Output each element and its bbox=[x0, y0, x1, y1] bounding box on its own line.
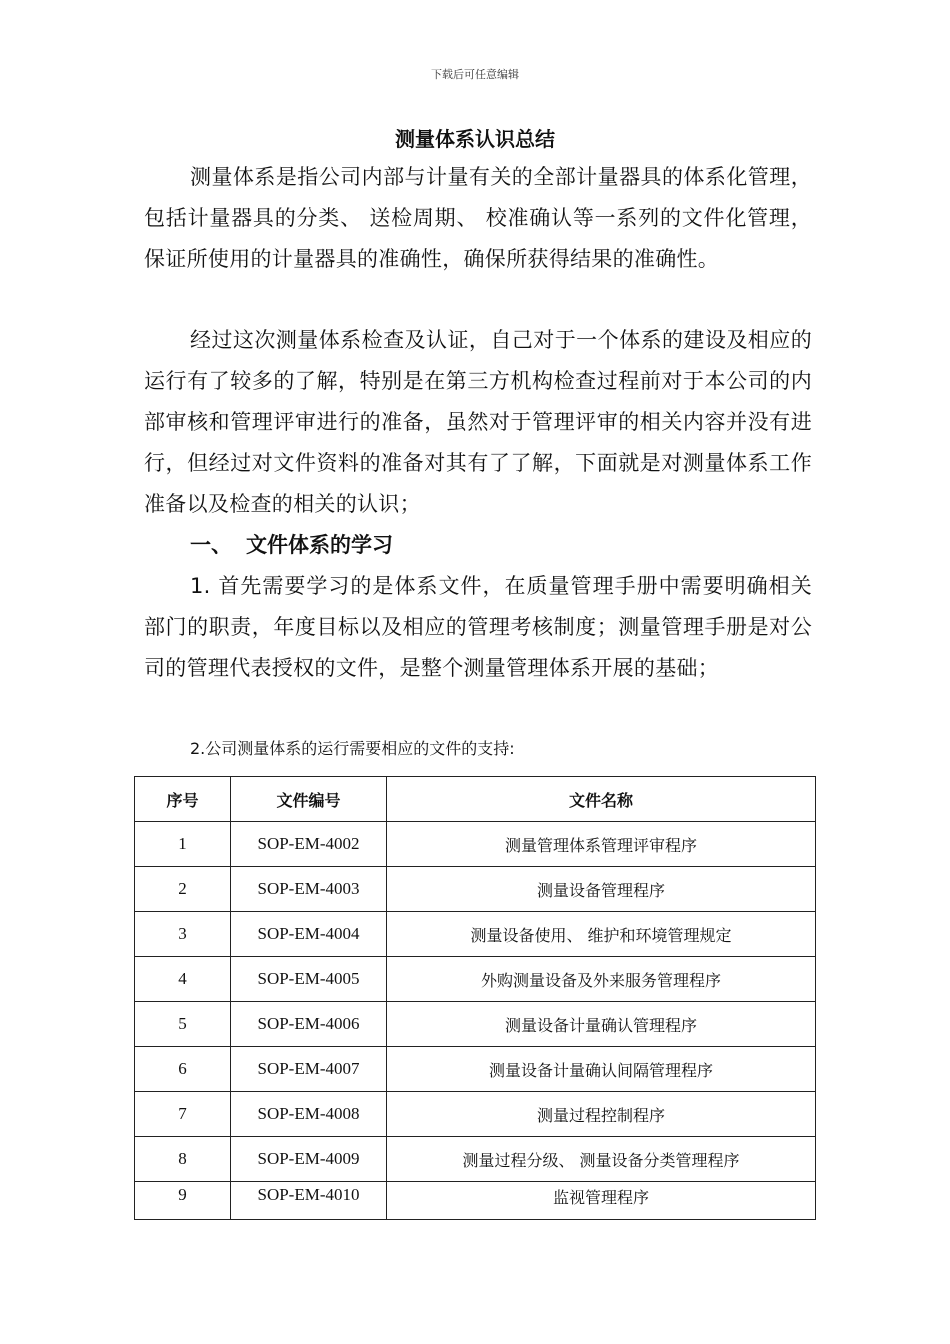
cell-serial: 7 bbox=[135, 1092, 231, 1137]
table-row bbox=[135, 912, 816, 957]
cell-doc-number: SOP-EM-4007 bbox=[231, 1047, 387, 1092]
cell-doc-number: SOP-EM-4008 bbox=[231, 1092, 387, 1137]
cell-doc-name: 测量设备管理程序 bbox=[387, 867, 816, 912]
document-title: 测量体系认识总结 bbox=[395, 127, 555, 151]
cell-doc-number: SOP-EM-4002 bbox=[231, 822, 387, 867]
cell-doc-number: SOP-EM-4006 bbox=[231, 1002, 387, 1047]
cell-serial: 9 bbox=[135, 1182, 231, 1220]
cell-doc-name: 测量设备计量确认管理程序 bbox=[387, 1002, 816, 1047]
cell-serial: 8 bbox=[135, 1137, 231, 1182]
section-title: 文件体系的学习 bbox=[246, 533, 393, 557]
cell-doc-name: 外购测量设备及外来服务管理程序 bbox=[387, 957, 816, 1002]
cell-doc-number: SOP-EM-4003 bbox=[231, 867, 387, 912]
cell-serial: 5 bbox=[135, 1002, 231, 1047]
paragraph-document-study: 1. 首先需要学习的是体系文件，在质量管理手册中需要明确相关部门的职责，年度目标以及相应的管理考核制度；测量管理手册是对公司的管理代表授权的文件，是整个测量管理体系开展的基础； bbox=[144, 574, 812, 680]
section-heading bbox=[190, 530, 393, 560]
section-number: 一、 bbox=[190, 533, 232, 557]
cell-doc-number: SOP-EM-4010 bbox=[231, 1182, 387, 1220]
header-serial: 序号 bbox=[135, 777, 231, 822]
paragraph-experience: 经过这次测量体系检查及认证，自己对于一个体系的建设及相应的运行有了较多的了解，特别是在第三方机构检查过程前对于本公司的内部审核和管理评审进行的准备，虽然对于管理评审的相关内容并没有进行，但经过对文件资料的准备对其有了了解，下面就是对测量体系工作准备以及检查的相关的认识； bbox=[144, 328, 812, 516]
table-header-row bbox=[135, 777, 816, 822]
cell-doc-number: SOP-EM-4009 bbox=[231, 1137, 387, 1182]
cell-doc-name: 测量设备使用、 维护和环境管理规定 bbox=[387, 912, 816, 957]
header-doc-name: 文件名称 bbox=[387, 777, 816, 822]
cell-doc-name: 测量过程分级、 测量设备分类管理程序 bbox=[387, 1137, 816, 1182]
table-row bbox=[135, 822, 816, 867]
cell-doc-number: SOP-EM-4004 bbox=[231, 912, 387, 957]
table-row bbox=[135, 1002, 816, 1047]
cell-doc-name: 测量设备计量确认间隔管理程序 bbox=[387, 1047, 816, 1092]
table-row bbox=[135, 867, 816, 912]
table-row bbox=[135, 1092, 816, 1137]
cell-serial: 4 bbox=[135, 957, 231, 1002]
header-doc-number: 文件编号 bbox=[231, 777, 387, 822]
table-row bbox=[135, 957, 816, 1002]
cell-doc-number: SOP-EM-4005 bbox=[231, 957, 387, 1002]
document-table bbox=[134, 776, 816, 1220]
paragraph-intro: 测量体系是指公司内部与计量有关的全部计量器具的体系化管理，包括计量器具的分类、 送检周期、 校准确认等一系列的文件化管理，保证所使用的计量器具的准确性，确保所获得结果的准确性。 bbox=[144, 165, 812, 271]
cell-doc-name: 监视管理程序 bbox=[387, 1182, 816, 1220]
cell-serial: 6 bbox=[135, 1047, 231, 1092]
cell-doc-name: 测量管理体系管理评审程序 bbox=[387, 822, 816, 867]
table-row bbox=[135, 1182, 816, 1220]
table-caption: 2.公司测量体系的运行需要相应的文件的支持: bbox=[190, 739, 515, 758]
table-row bbox=[135, 1047, 816, 1092]
cell-doc-name: 测量过程控制程序 bbox=[387, 1092, 816, 1137]
cell-serial: 1 bbox=[135, 822, 231, 867]
page-header: 下载后可任意编辑 bbox=[431, 68, 519, 81]
cell-serial: 2 bbox=[135, 867, 231, 912]
table-row bbox=[135, 1137, 816, 1182]
cell-serial: 3 bbox=[135, 912, 231, 957]
